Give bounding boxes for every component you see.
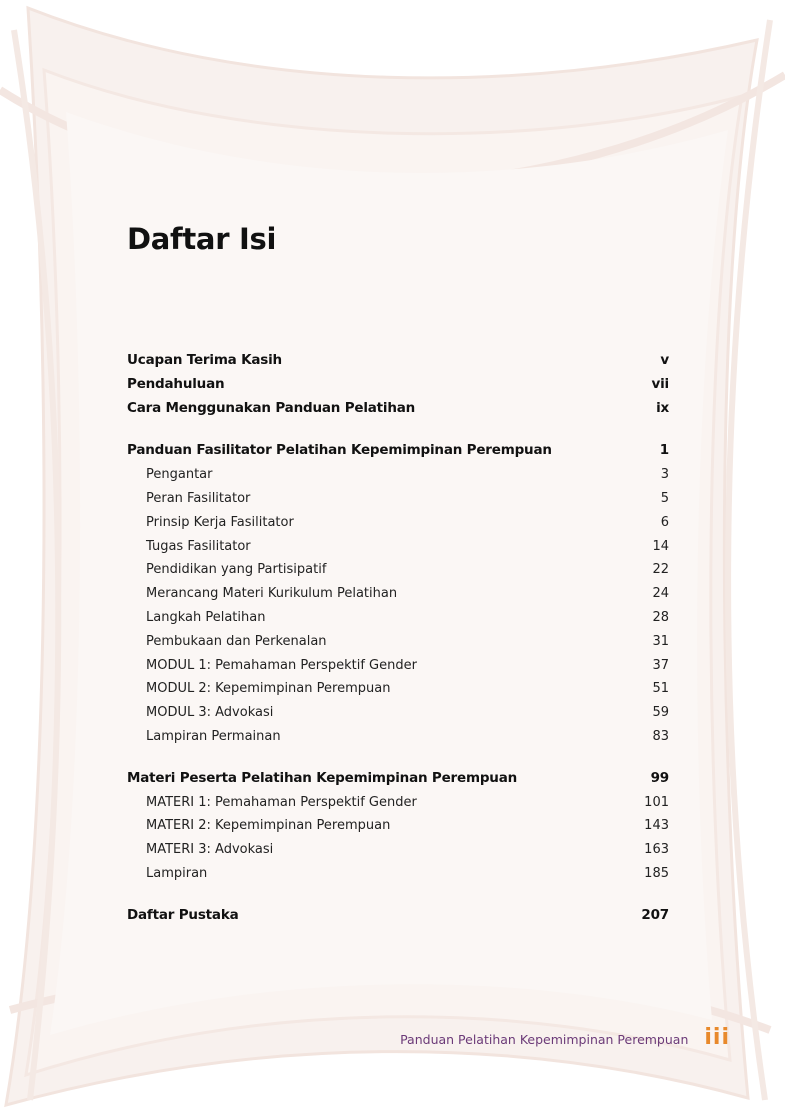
toc-spacer [127, 749, 669, 767]
toc-section-materi-peserta[interactable] [127, 767, 669, 791]
toc-label: Daftar Pustaka [127, 906, 239, 923]
toc-label: Langkah Pelatihan [146, 609, 266, 625]
toc-entry-lampiran-permainan[interactable] [127, 725, 669, 749]
toc-label: Tugas Fasilitator [146, 538, 251, 554]
toc-label: Pendidikan yang Partisipatif [146, 562, 327, 578]
toc-label: Lampiran Permainan [146, 728, 281, 744]
table-of-contents [127, 349, 669, 928]
toc-entry-modul-1[interactable] [127, 654, 669, 678]
toc-entry-materi-2[interactable] [127, 814, 669, 838]
toc-label: MODUL 2: Kepemimpinan Perempuan [146, 681, 391, 697]
toc-entry-merancang-materi[interactable] [127, 582, 669, 606]
toc-label: MATERI 1: Pemahaman Perspektif Gender [146, 794, 417, 810]
toc-page: 31 [652, 633, 669, 649]
toc-label: Pendahuluan [127, 375, 225, 392]
toc-label: Panduan Fasilitator Pelatihan Kepemimpinan Perempuan [127, 442, 552, 459]
toc-page: 5 [660, 490, 669, 506]
toc-section-panduan-fasilitator[interactable] [127, 439, 669, 463]
toc-page: 24 [652, 586, 669, 602]
toc-label: Pengantar [146, 467, 213, 483]
page-title: Daftar Isi [127, 222, 277, 256]
toc-label: Merancang Materi Kurikulum Pelatihan [146, 586, 398, 602]
toc-page: 6 [660, 514, 669, 530]
toc-entry-pendahuluan[interactable] [127, 373, 669, 397]
toc-page: 83 [652, 728, 669, 744]
toc-entry-pendidikan-partisipatif[interactable] [127, 558, 669, 582]
toc-label: MATERI 2: Kepemimpinan Perempuan [146, 818, 391, 834]
toc-page: 14 [652, 538, 669, 554]
toc-page: 163 [644, 842, 669, 858]
toc-entry-materi-3[interactable] [127, 838, 669, 862]
toc-page: 207 [641, 906, 669, 923]
toc-label: Peran Fasilitator [146, 490, 251, 506]
toc-page: 37 [652, 657, 669, 673]
toc-label: MODUL 1: Pemahaman Perspektif Gender [146, 657, 417, 673]
page-number: iii [704, 1025, 730, 1050]
toc-page: 59 [652, 705, 669, 721]
toc-entry-pembukaan[interactable] [127, 630, 669, 654]
toc-page: 185 [644, 865, 669, 881]
toc-label: Ucapan Terima Kasih [127, 352, 282, 368]
toc-entry-cara-menggunakan[interactable] [127, 397, 669, 421]
toc-entry-modul-3[interactable] [127, 701, 669, 725]
toc-entry-pengantar[interactable] [127, 463, 669, 487]
toc-label: Lampiran [146, 865, 208, 881]
toc-label: MATERI 3: Advokasi [146, 842, 274, 858]
toc-entry-langkah-pelatihan[interactable] [127, 606, 669, 630]
toc-page: 22 [652, 562, 669, 578]
toc-entry-modul-2[interactable] [127, 677, 669, 701]
toc-page: ix [656, 399, 669, 416]
running-footer-title: Panduan Pelatihan Kepemimpinan Perempuan [400, 1032, 689, 1047]
toc-entry-lampiran[interactable] [127, 862, 669, 886]
toc-page: 28 [652, 609, 669, 625]
toc-entry-peran-fasilitator[interactable] [127, 487, 669, 511]
toc-page: v [660, 352, 669, 368]
toc-page: 51 [652, 681, 669, 697]
toc-entry-tugas-fasilitator[interactable] [127, 535, 669, 559]
toc-page: 3 [660, 467, 669, 483]
toc-label: Materi Peserta Pelatihan Kepemimpinan Perempuan [127, 769, 518, 786]
toc-entry-ucapan[interactable] [127, 349, 669, 373]
toc-label: MODUL 3: Advokasi [146, 705, 274, 721]
page-footer [400, 1025, 730, 1050]
toc-page: 1 [659, 442, 669, 459]
toc-page: vii [651, 375, 669, 392]
toc-label: Pembukaan dan Perkenalan [146, 633, 327, 649]
toc-spacer [127, 420, 669, 439]
toc-entry-prinsip-kerja[interactable] [127, 511, 669, 535]
toc-label: Cara Menggunakan Panduan Pelatihan [127, 399, 416, 416]
toc-entry-daftar-pustaka[interactable] [127, 904, 669, 928]
toc-page: 101 [644, 794, 669, 810]
toc-page: 143 [644, 818, 669, 834]
toc-spacer [127, 886, 669, 904]
toc-page: 99 [650, 769, 669, 786]
toc-entry-materi-1[interactable] [127, 791, 669, 815]
toc-label: Prinsip Kerja Fasilitator [146, 514, 294, 530]
